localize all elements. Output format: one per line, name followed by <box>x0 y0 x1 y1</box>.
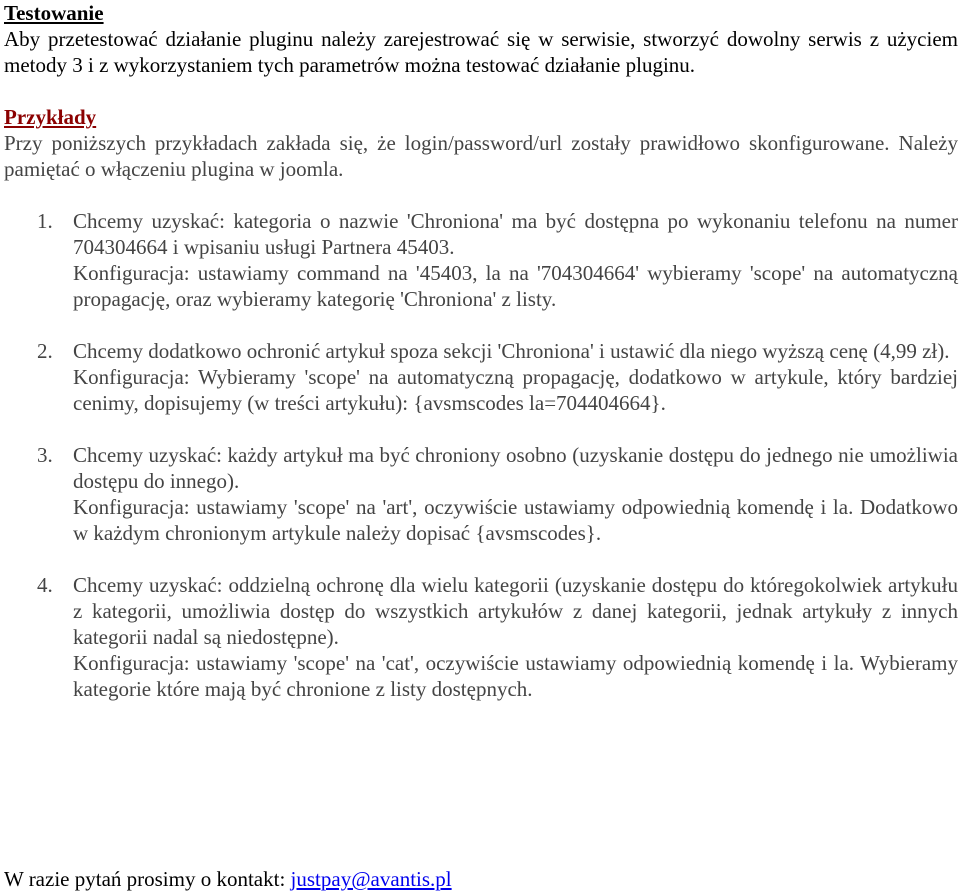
document-page <box>4 0 958 702</box>
example-item-4 <box>4 572 958 702</box>
example-config: Konfiguracja: ustawiamy 'scope' na 'art', oczywiście ustawiamy odpowiednią komendę i la. Dodatkowo w każdym chronionym artykule należy dopisać {avsmscodes}. <box>73 495 958 545</box>
example-number: 1. <box>37 209 53 233</box>
contact-text: W razie pytań prosimy o kontakt: <box>4 867 286 891</box>
testing-heading: Testowanie <box>4 1 104 25</box>
examples-heading: Przykłady <box>4 105 97 129</box>
examples-section <box>4 104 958 702</box>
example-goal: Chcemy dodatkowo ochronić artykuł spoza sekcji 'Chroniona' i ustawić dla niego wyższą cenę (4,99 zł). <box>73 339 950 363</box>
example-goal: Chcemy uzyskać: każdy artykuł ma być chroniony osobno (uzyskanie dostępu do jednego nie umożliwia dostępu do innego). <box>73 443 958 493</box>
example-item-1 <box>4 208 958 312</box>
example-number: 2. <box>37 339 53 363</box>
example-goal: Chcemy uzyskać: oddzielną ochronę dla wielu kategorii (uzyskanie dostępu do któregokolwiek artykułu z kategorii, umożliwia dostęp do wszystkich artykułów z danej kategorii, jednak artykuły z innych kategorii nadal są niedostępne). <box>73 573 958 649</box>
example-item-3 <box>4 442 958 546</box>
example-config: Konfiguracja: ustawiamy 'scope' na 'cat', oczywiście ustawiamy odpowiednią komendę i la. Wybieramy kategorie które mają być chronione z listy dostępnych. <box>73 651 958 701</box>
contact-email-link[interactable]: justpay@avantis.pl <box>290 867 452 891</box>
testing-paragraph: Aby przetestować działanie pluginu należy zarejestrować się w serwisie, stworzyć dowolny serwis z użyciem metody 3 i z wykorzystaniem tych parametrów można testować działanie pluginu. <box>4 27 958 77</box>
contact-line <box>4 866 452 892</box>
examples-list <box>4 208 958 702</box>
example-number: 3. <box>37 443 53 467</box>
example-config: Konfiguracja: Wybieramy 'scope' na automatyczną propagację, dodatkowo w artykule, który bardziej cenimy, dopisujemy (w treści artykułu): {avsmscodes la=704404664}. <box>73 365 958 415</box>
example-number: 4. <box>37 573 53 597</box>
example-config: Konfiguracja: ustawiamy command na '45403, la na '704304664' wybieramy 'scope' na automatyczną propagację, oraz wybieramy kategorię 'Chroniona' z listy. <box>73 261 958 311</box>
example-goal: Chcemy uzyskać: kategoria o nazwie 'Chroniona' ma być dostępna po wykonaniu telefonu na numer 704304664 i wpisaniu usługi Partnera 45403. <box>73 209 958 259</box>
example-item-2 <box>4 338 958 416</box>
examples-intro: Przy poniższych przykładach zakłada się, że login/password/url zostały prawidłowo skonfigurowane. Należy pamiętać o włączeniu plugina w joomla. <box>4 131 958 181</box>
testing-section <box>4 0 958 78</box>
